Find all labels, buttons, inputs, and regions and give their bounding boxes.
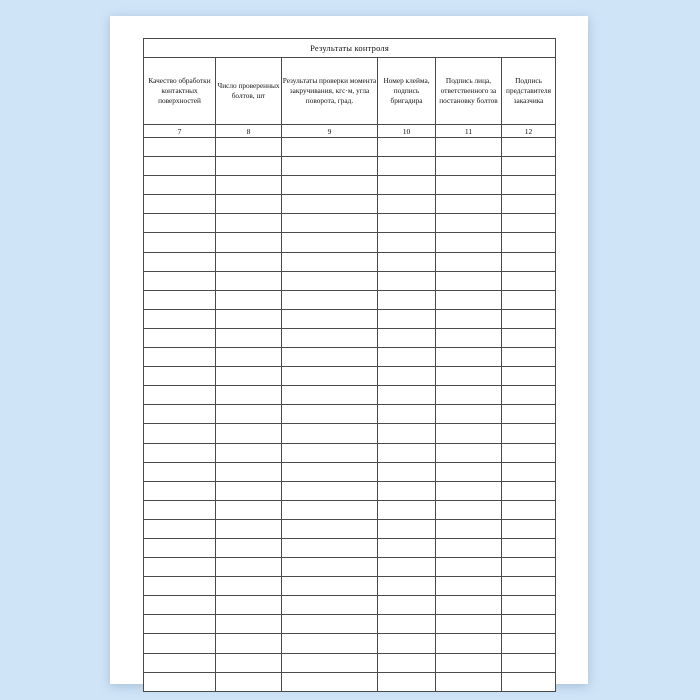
table-cell bbox=[502, 233, 556, 252]
table-cell bbox=[436, 577, 502, 596]
table-cell bbox=[436, 405, 502, 424]
table-cell bbox=[378, 271, 436, 290]
table-cell bbox=[216, 176, 282, 195]
table-cell bbox=[216, 386, 282, 405]
table-cell bbox=[216, 138, 282, 157]
table-cell bbox=[378, 195, 436, 214]
table-cell bbox=[282, 233, 378, 252]
table-cell bbox=[216, 290, 282, 309]
table-column-number-row bbox=[144, 125, 556, 138]
table-cell bbox=[282, 328, 378, 347]
table-cell bbox=[144, 195, 216, 214]
table-cell bbox=[502, 195, 556, 214]
table-cell bbox=[216, 195, 282, 214]
table-cell bbox=[378, 138, 436, 157]
table-cell bbox=[282, 538, 378, 557]
table-cell bbox=[216, 443, 282, 462]
column-number-9: 9 bbox=[282, 125, 378, 138]
table-cell bbox=[216, 672, 282, 691]
document-page bbox=[110, 16, 588, 684]
table-cell bbox=[144, 138, 216, 157]
table-cell bbox=[282, 672, 378, 691]
table-row bbox=[144, 367, 556, 386]
table-cell bbox=[378, 386, 436, 405]
table-cell bbox=[436, 672, 502, 691]
table-row bbox=[144, 309, 556, 328]
table-cell bbox=[144, 596, 216, 615]
table-cell bbox=[282, 443, 378, 462]
column-header-torque-results: Результаты проверки момента закручивания, кгс·м, угла поворота, град. bbox=[282, 58, 378, 125]
table-cell bbox=[216, 214, 282, 233]
table-cell bbox=[502, 443, 556, 462]
table-cell bbox=[144, 672, 216, 691]
table-cell bbox=[144, 462, 216, 481]
table-cell bbox=[502, 138, 556, 157]
table-cell bbox=[282, 386, 378, 405]
table-cell bbox=[282, 424, 378, 443]
table-cell bbox=[502, 309, 556, 328]
table-cell bbox=[436, 386, 502, 405]
table-cell bbox=[282, 214, 378, 233]
table-cell bbox=[216, 252, 282, 271]
table-cell bbox=[282, 653, 378, 672]
table-cell bbox=[436, 195, 502, 214]
table-cell bbox=[282, 290, 378, 309]
table-row bbox=[144, 348, 556, 367]
table-cell bbox=[436, 481, 502, 500]
table-cell bbox=[502, 252, 556, 271]
table-cell bbox=[378, 672, 436, 691]
table-row bbox=[144, 195, 556, 214]
table-cell bbox=[502, 271, 556, 290]
table-cell bbox=[436, 290, 502, 309]
table-cell bbox=[144, 634, 216, 653]
table-cell bbox=[216, 519, 282, 538]
table-cell bbox=[436, 443, 502, 462]
table-cell bbox=[436, 615, 502, 634]
table-cell bbox=[216, 615, 282, 634]
table-cell bbox=[502, 424, 556, 443]
table-cell bbox=[436, 309, 502, 328]
table-cell bbox=[378, 233, 436, 252]
table-cell bbox=[436, 519, 502, 538]
table-cell bbox=[378, 405, 436, 424]
table-cell bbox=[282, 500, 378, 519]
table-cell bbox=[144, 538, 216, 557]
table-cell bbox=[436, 558, 502, 577]
table-cell bbox=[282, 157, 378, 176]
table-cell bbox=[378, 424, 436, 443]
table-cell bbox=[378, 462, 436, 481]
table-cell bbox=[282, 577, 378, 596]
table-cell bbox=[378, 653, 436, 672]
table-row bbox=[144, 653, 556, 672]
table-cell bbox=[282, 634, 378, 653]
table-cell bbox=[378, 538, 436, 557]
table-cell bbox=[144, 615, 216, 634]
table-cell bbox=[144, 157, 216, 176]
table-cell bbox=[282, 195, 378, 214]
table-cell bbox=[216, 538, 282, 557]
table-row bbox=[144, 386, 556, 405]
table-cell bbox=[502, 348, 556, 367]
table-cell bbox=[282, 176, 378, 195]
table-cell bbox=[216, 481, 282, 500]
table-cell bbox=[502, 367, 556, 386]
table-cell bbox=[436, 424, 502, 443]
table-cell bbox=[282, 558, 378, 577]
table-row bbox=[144, 252, 556, 271]
table-cell bbox=[502, 519, 556, 538]
table-cell bbox=[216, 271, 282, 290]
table-cell bbox=[144, 577, 216, 596]
table-cell bbox=[144, 424, 216, 443]
table-cell bbox=[216, 157, 282, 176]
table-cell bbox=[436, 176, 502, 195]
column-header-stamp-number: Номер клейма, подпись бригадира bbox=[378, 58, 436, 125]
table-cell bbox=[144, 176, 216, 195]
table-cell bbox=[144, 386, 216, 405]
table-cell bbox=[502, 634, 556, 653]
table-cell bbox=[282, 309, 378, 328]
table-cell bbox=[144, 443, 216, 462]
column-number-7: 7 bbox=[144, 125, 216, 138]
table-cell bbox=[378, 328, 436, 347]
table-row bbox=[144, 290, 556, 309]
table-cell bbox=[282, 405, 378, 424]
table-cell bbox=[502, 538, 556, 557]
column-number-12: 12 bbox=[502, 125, 556, 138]
table-cell bbox=[502, 405, 556, 424]
table-cell bbox=[144, 233, 216, 252]
table-cell bbox=[282, 271, 378, 290]
column-number-11: 11 bbox=[436, 125, 502, 138]
table-cell bbox=[436, 653, 502, 672]
table-cell bbox=[282, 462, 378, 481]
table-cell bbox=[378, 443, 436, 462]
table-cell bbox=[502, 176, 556, 195]
table-cell bbox=[282, 596, 378, 615]
table-cell bbox=[436, 500, 502, 519]
table-cell bbox=[378, 519, 436, 538]
table-cell bbox=[216, 405, 282, 424]
table-body bbox=[144, 138, 556, 692]
table-cell bbox=[282, 615, 378, 634]
table-cell bbox=[216, 367, 282, 386]
table-cell bbox=[282, 481, 378, 500]
table-cell bbox=[144, 290, 216, 309]
table-cell bbox=[378, 596, 436, 615]
table-row bbox=[144, 538, 556, 557]
table-cell bbox=[144, 558, 216, 577]
table-cell bbox=[378, 290, 436, 309]
table-cell bbox=[436, 367, 502, 386]
table-row bbox=[144, 157, 556, 176]
table-cell bbox=[144, 348, 216, 367]
table-cell bbox=[144, 481, 216, 500]
column-header-customer-signature: Подпись представителя заказчика bbox=[502, 58, 556, 125]
table-cell bbox=[436, 634, 502, 653]
table-row bbox=[144, 577, 556, 596]
table-cell bbox=[144, 328, 216, 347]
table-title: Результаты контроля bbox=[144, 39, 556, 58]
table-cell bbox=[436, 157, 502, 176]
table-cell bbox=[502, 290, 556, 309]
table-cell bbox=[144, 309, 216, 328]
table-cell bbox=[436, 214, 502, 233]
table-row bbox=[144, 138, 556, 157]
table-cell bbox=[216, 233, 282, 252]
table-row bbox=[144, 176, 556, 195]
table-cell bbox=[378, 500, 436, 519]
table-cell bbox=[216, 653, 282, 672]
table-row bbox=[144, 672, 556, 691]
table-cell bbox=[502, 214, 556, 233]
table-cell bbox=[378, 157, 436, 176]
table-row bbox=[144, 271, 556, 290]
table-cell bbox=[436, 252, 502, 271]
table-cell bbox=[502, 157, 556, 176]
table-cell bbox=[144, 500, 216, 519]
table-cell bbox=[378, 615, 436, 634]
table-cell bbox=[502, 596, 556, 615]
table-cell bbox=[502, 558, 556, 577]
table-cell bbox=[216, 634, 282, 653]
table-row bbox=[144, 214, 556, 233]
table-cell bbox=[216, 424, 282, 443]
table-cell bbox=[502, 577, 556, 596]
table-row bbox=[144, 405, 556, 424]
table-cell bbox=[144, 519, 216, 538]
table-row bbox=[144, 500, 556, 519]
table-cell bbox=[436, 538, 502, 557]
table-cell bbox=[282, 138, 378, 157]
table-row bbox=[144, 424, 556, 443]
table-row bbox=[144, 233, 556, 252]
table-cell bbox=[216, 596, 282, 615]
table-cell bbox=[144, 405, 216, 424]
table-cell bbox=[436, 328, 502, 347]
document-content bbox=[143, 38, 555, 692]
table-row bbox=[144, 462, 556, 481]
column-header-quality: Качество обработки контактных поверхностей bbox=[144, 58, 216, 125]
table-row bbox=[144, 443, 556, 462]
table-cell bbox=[216, 309, 282, 328]
table-cell bbox=[378, 634, 436, 653]
table-header-row bbox=[144, 58, 556, 125]
table-cell bbox=[502, 653, 556, 672]
column-number-10: 10 bbox=[378, 125, 436, 138]
table-cell bbox=[378, 214, 436, 233]
table-cell bbox=[378, 558, 436, 577]
table-cell bbox=[502, 672, 556, 691]
table-cell bbox=[436, 348, 502, 367]
table-row bbox=[144, 519, 556, 538]
table-cell bbox=[378, 481, 436, 500]
column-header-bolt-count: Число проверенных болтов, шт bbox=[216, 58, 282, 125]
table-title-row bbox=[144, 39, 556, 58]
table-row bbox=[144, 634, 556, 653]
table-cell bbox=[378, 176, 436, 195]
table-cell bbox=[216, 348, 282, 367]
column-number-8: 8 bbox=[216, 125, 282, 138]
table-cell bbox=[282, 252, 378, 271]
table-cell bbox=[282, 519, 378, 538]
table-cell bbox=[378, 348, 436, 367]
table-cell bbox=[378, 252, 436, 271]
table-cell bbox=[216, 500, 282, 519]
table-row bbox=[144, 328, 556, 347]
table-cell bbox=[502, 386, 556, 405]
table-cell bbox=[502, 328, 556, 347]
table-cell bbox=[144, 367, 216, 386]
table-cell bbox=[282, 348, 378, 367]
table-cell bbox=[436, 596, 502, 615]
table-cell bbox=[144, 653, 216, 672]
table-row bbox=[144, 615, 556, 634]
table-cell bbox=[436, 233, 502, 252]
table-cell bbox=[378, 577, 436, 596]
column-header-responsible-signature: Подпись лица, ответственного за постановку болтов bbox=[436, 58, 502, 125]
table-cell bbox=[502, 500, 556, 519]
table-cell bbox=[216, 577, 282, 596]
table-cell bbox=[436, 138, 502, 157]
table-cell bbox=[144, 252, 216, 271]
table-cell bbox=[216, 462, 282, 481]
table-cell bbox=[216, 328, 282, 347]
table-cell bbox=[144, 271, 216, 290]
table-cell bbox=[378, 309, 436, 328]
table-row bbox=[144, 558, 556, 577]
table-cell bbox=[216, 558, 282, 577]
table-row bbox=[144, 481, 556, 500]
table-cell bbox=[436, 271, 502, 290]
control-results-table bbox=[143, 38, 556, 692]
table-cell bbox=[282, 367, 378, 386]
table-cell bbox=[502, 481, 556, 500]
table-row bbox=[144, 596, 556, 615]
table-cell bbox=[378, 367, 436, 386]
table-cell bbox=[144, 214, 216, 233]
table-cell bbox=[436, 462, 502, 481]
table-cell bbox=[502, 462, 556, 481]
table-cell bbox=[502, 615, 556, 634]
